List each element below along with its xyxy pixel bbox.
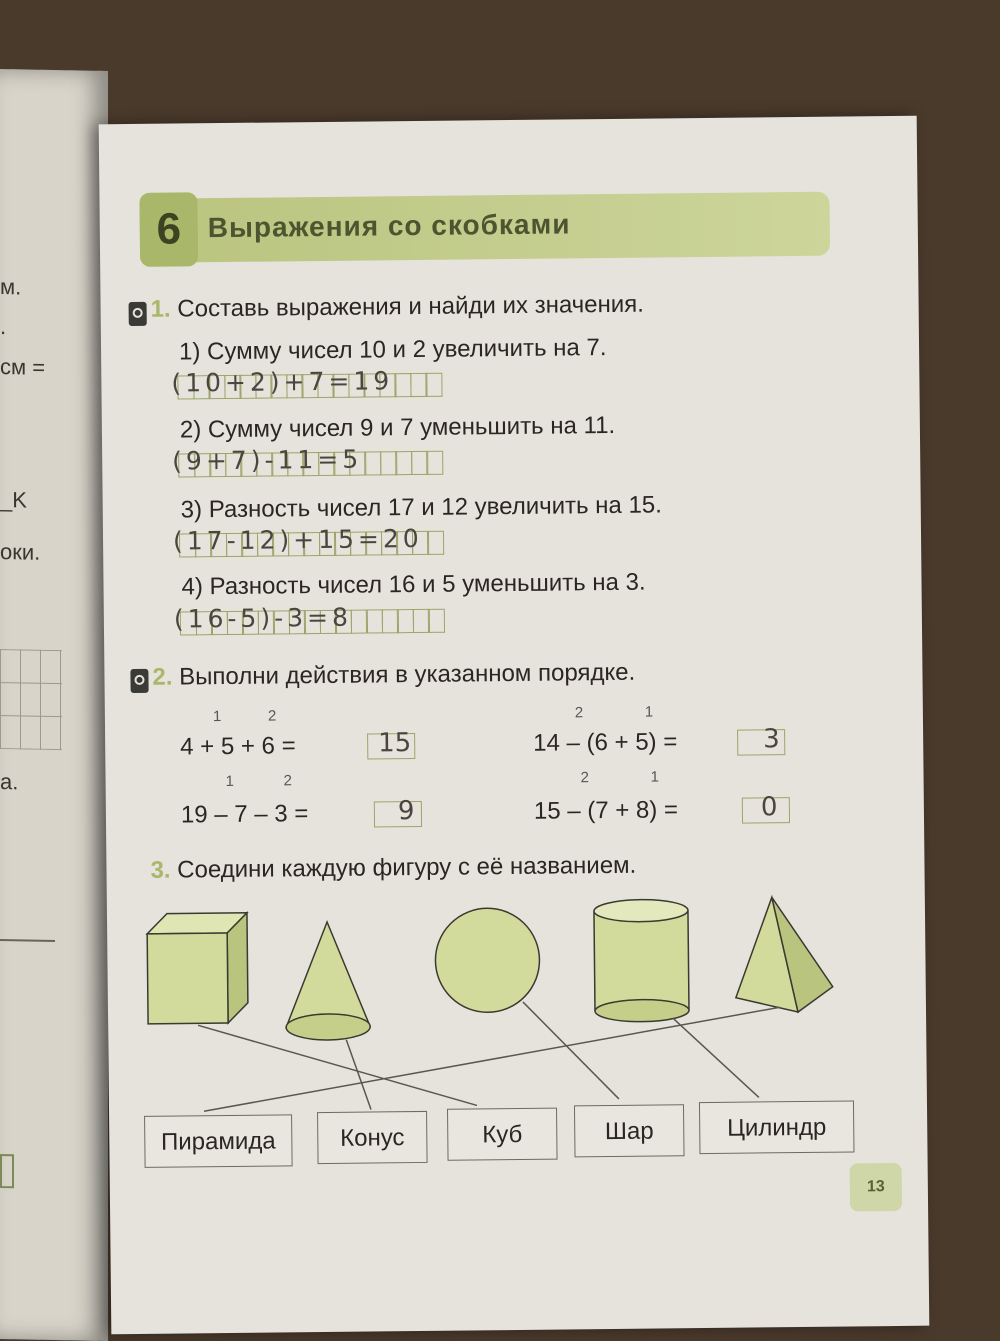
task2-heading xyxy=(152,659,635,692)
left-fragment: . xyxy=(0,314,7,340)
sphere-shape[interactable] xyxy=(435,908,540,1013)
left-fragment: _K xyxy=(0,487,27,513)
left-fragment: м. xyxy=(0,274,22,300)
name-card-pyramid[interactable]: Пирамида xyxy=(144,1114,293,1168)
cylinder-shape[interactable] xyxy=(594,899,689,1022)
page-number: 13 xyxy=(850,1163,902,1212)
left-grid xyxy=(0,649,62,750)
order-mark: 2 xyxy=(267,707,277,725)
task3-number: 3. xyxy=(150,856,171,884)
name-card-cube[interactable]: Куб xyxy=(447,1108,558,1161)
order-mark: 1 xyxy=(644,703,654,721)
handwritten-answer-4[interactable]: (16-5)-3=8 xyxy=(173,602,353,634)
exercise-expression: 14 – (6 + 5) = xyxy=(533,728,678,757)
handwritten-result: 0 xyxy=(760,792,778,823)
task1-text: Составь выражения и найди их значения. xyxy=(177,290,645,323)
exercise-expression: 15 – (7 + 8) = xyxy=(533,796,679,825)
left-box xyxy=(0,1154,14,1188)
handwritten-answer-1[interactable]: (10+2)+7=19 xyxy=(171,366,394,398)
task1-number: 1. xyxy=(150,295,171,323)
lesson-banner xyxy=(139,192,830,263)
handwritten-answer-3[interactable]: (17-12)+15=20 xyxy=(172,523,423,556)
order-mark: 1 xyxy=(650,768,659,786)
connection-lines xyxy=(198,999,781,1111)
left-page xyxy=(0,69,108,1341)
cube-shape[interactable] xyxy=(147,913,248,1024)
handwritten-result: 15 xyxy=(378,728,412,759)
left-fragment: а. xyxy=(0,769,19,795)
left-fragment: оки. xyxy=(0,539,41,565)
left-line xyxy=(0,939,55,942)
self-check-icon xyxy=(130,669,148,693)
handwritten-answer-2[interactable]: (9+7)-11=5 xyxy=(172,444,363,476)
order-mark: 1 xyxy=(212,708,222,726)
self-check-icon xyxy=(129,302,147,326)
order-mark: 2 xyxy=(574,704,584,722)
task2-number: 2. xyxy=(152,663,173,691)
workbook-page xyxy=(99,116,930,1334)
task2-text: Выполни действия в указанном порядке. xyxy=(179,658,636,691)
task1-heading xyxy=(150,291,644,324)
task1-item-3: 3) Разность чисел 17 и 12 увеличить на 15. xyxy=(180,491,663,524)
exercise-expression: 19 – 7 – 3 = xyxy=(180,800,309,829)
handwritten-result: 3 xyxy=(763,724,780,755)
name-card-cylinder[interactable]: Цилиндр xyxy=(699,1100,855,1154)
name-card-sphere[interactable]: Шар xyxy=(574,1104,685,1157)
handwritten-result: 9 xyxy=(397,796,415,827)
pyramid-shape[interactable] xyxy=(735,897,833,1013)
order-mark: 1 xyxy=(225,772,235,791)
left-fragment: см = xyxy=(0,354,46,380)
task1-item-4: 4) Разность чисел 16 и 5 уменьшить на 3. xyxy=(181,568,646,601)
lesson-number: 6 xyxy=(139,192,198,267)
order-mark: 2 xyxy=(283,772,293,790)
order-mark: 2 xyxy=(580,769,589,787)
cone-shape[interactable] xyxy=(285,922,370,1041)
exercise-expression: 4 + 5 + 6 = xyxy=(180,732,296,761)
task3-heading xyxy=(150,852,636,885)
task1-item-2: 2) Сумму чисел 9 и 7 уменьшить на 11. xyxy=(179,411,616,444)
task1-item-1: 1) Сумму чисел 10 и 2 увеличить на 7. xyxy=(178,334,607,366)
lesson-title: Выражения со скобками xyxy=(207,208,571,244)
task3-text: Соедини каждую фигуру с её названием. xyxy=(177,851,637,884)
name-card-cone[interactable]: Конус xyxy=(317,1111,428,1164)
